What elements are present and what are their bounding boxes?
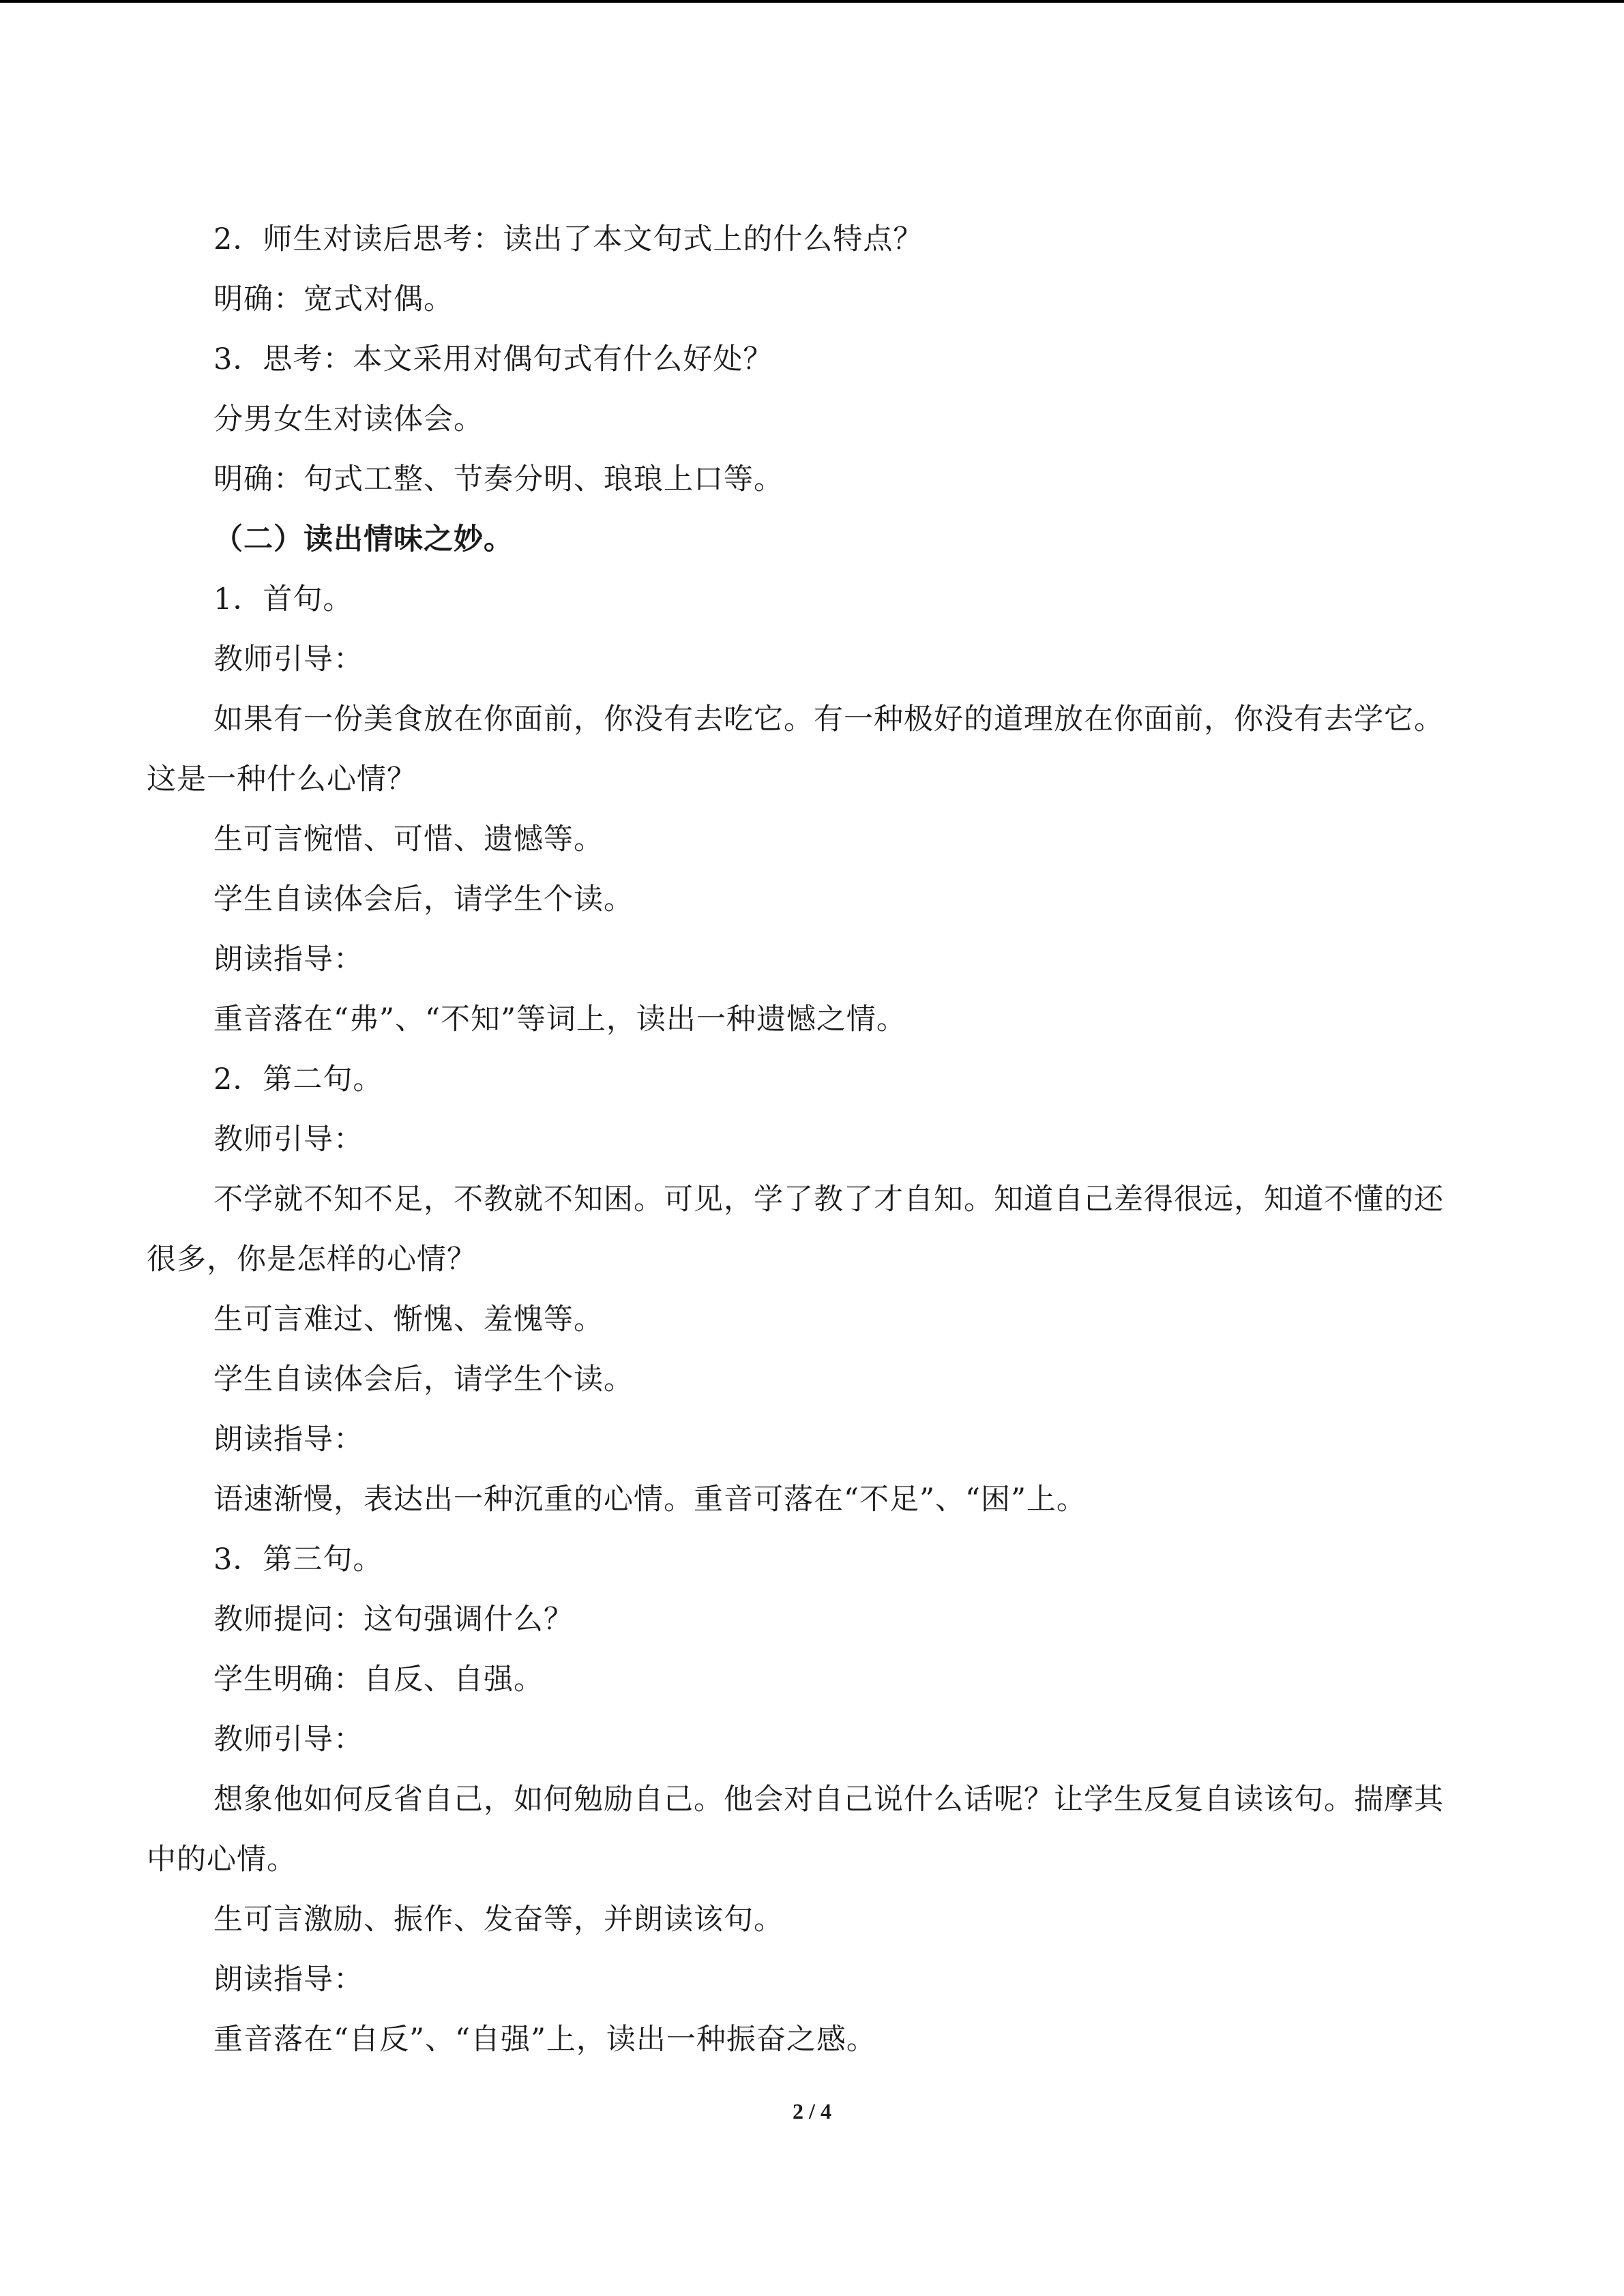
paragraph: 3．思考：本文采用对偶句式有什么好处？ [213, 342, 773, 376]
paragraph: 学生自读体会后，请学生个读。 [213, 882, 634, 916]
paragraph: 3．第三句。 [213, 1542, 383, 1577]
paragraph: 学生明确：自反、自强。 [213, 1663, 544, 1697]
paragraph: 如果有一份美食放在你面前，你没有去吃它。有一种极好的道理放在你面前，你没有去学它。这是一种什么心情？ [147, 702, 1444, 796]
paragraph: 明确：宽式对偶。 [213, 282, 454, 316]
paragraph: 朗读指导： [213, 1422, 364, 1457]
paragraph: 教师引导： [213, 1723, 364, 1757]
paragraph: 教师引导： [213, 642, 364, 676]
paragraph: 2．师生对读后思考：读出了本文句式上的什么特点？ [213, 222, 924, 256]
paragraph: 分男女生对读体会。 [213, 402, 484, 436]
paragraph: 语速渐慢，表达出一种沉重的心情。重音可落在“不足”、“困”上。 [213, 1482, 1087, 1517]
paragraph: 生可言惋惜、可惜、遗憾等。 [213, 822, 604, 856]
paragraph: 学生自读体会后，请学生个读。 [213, 1362, 634, 1397]
page-number: 2 / 4 [793, 2099, 831, 2123]
paragraph: 明确：句式工整、节奏分明、琅琅上口等。 [213, 462, 784, 496]
paragraph: 生可言激励、振作、发奋等，并朗读该句。 [213, 1903, 784, 1937]
paragraph: 不学就不知不足，不教就不知困。可见，学了教了才自知。知道自己差得很远，知道不懂的还很多，你是怎样的心情？ [147, 1182, 1444, 1277]
paragraph: 朗读指导： [213, 942, 364, 976]
paragraph: 重音落在“弗”、“不知”等词上，读出一种遗憾之情。 [213, 1002, 906, 1037]
document-body [147, 209, 1456, 2070]
top-border-line [0, 0, 1624, 3]
paragraph: 生可言难过、惭愧、羞愧等。 [213, 1302, 604, 1337]
paragraph: 重音落在“自反”、“自强”上，读出一种振奋之感。 [213, 2023, 876, 2057]
paragraph: 教师提问：这句强调什么？ [213, 1602, 574, 1637]
paragraph: 朗读指导： [213, 1963, 364, 1997]
paragraph: 教师引导： [213, 1122, 364, 1157]
section-heading: （二）读出情味之妙。 [213, 522, 514, 556]
paragraph: 2．第二句。 [213, 1062, 383, 1097]
paragraph: 1．首句。 [213, 582, 353, 616]
paragraph: 想象他如何反省自己，如何勉励自己。他会对自己说什么话呢？让学生反复自读该句。揣摩其中的心情。 [147, 1783, 1444, 1877]
